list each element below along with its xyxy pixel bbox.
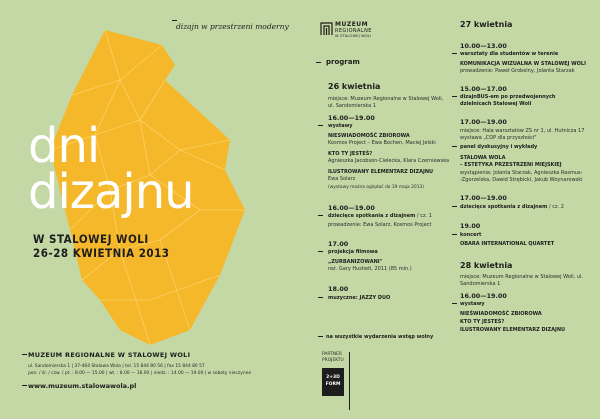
program-label: program	[326, 58, 360, 66]
day-3-place: miejsce: Muzeum Regionalne w Stalowej Woli, ul. Sandomierska 1	[460, 274, 583, 287]
day-1-time-3: 17.00	[328, 240, 349, 248]
day-2-panel-title-a: STALOWA WOLA	[460, 155, 506, 161]
partner-label-b: PROJEKTU	[322, 358, 344, 363]
day-1-kind-2-by: prowadzenie: Ewa Solarz, Kosmos Project	[328, 222, 432, 228]
day-1-exhibit-3-by: Ewa Solarz	[328, 176, 356, 182]
title-line-2: dizajnu	[28, 164, 194, 220]
partner-logo	[322, 368, 344, 396]
partner-label-a: PARTNER	[322, 352, 342, 357]
day-1-exhibit-1-by: Kosmos Project – Ewa Bochen, Maciej Jelski	[328, 140, 436, 146]
day-3-exhibit-1: NIEŚWIADOMOŚĆ ZBIOROWA	[460, 311, 542, 317]
tagline: dizajn w przestrzeni moderny	[176, 22, 289, 31]
day-1-exhibit-2-by: Agnieszka Jacobson-Cielecka, Klara Czerniewska	[328, 158, 450, 164]
day-1-exhibit-note: (wystawy można oglądać do 19 maja 2013)	[328, 185, 425, 190]
day-1-exhibit-3: ILUSTROWANY ELEMENTARZ DIZAJNU	[328, 169, 434, 175]
day-2-time-4: 17.00—19.00	[460, 194, 507, 202]
day-1-kind-1: wystawy	[328, 123, 353, 129]
museum-name: MUZEUM REGIONALNE W STALOWEJ WOLI	[28, 351, 191, 359]
day-1-exhibit-2: KTO TY JESTEŚ?	[328, 151, 373, 157]
day-2-time-5: 19.00	[460, 222, 481, 230]
day-1-kind-2-label: dziecięce spotkania z dizajnem	[328, 213, 416, 219]
day-1-kind-2-part: / cz. 1	[415, 213, 432, 219]
day-2-title: 27 kwietnia	[460, 20, 513, 29]
day-1-kind-4: muzyczne: JAZZY DUO	[328, 295, 391, 301]
day-3-time-1: 16.00—19.00	[460, 292, 507, 300]
day-2-kind-1: warsztaty dla studentów w terenie	[460, 51, 559, 57]
day-2-place-a: miejsce: Hala warsztatów ZS nr 1, ul. Hutnicza 17	[460, 128, 585, 134]
day-2-kind-4	[460, 204, 564, 211]
logo-line-2: REGIONALNE	[335, 28, 372, 34]
day-3-title: 28 kwietnia	[460, 261, 513, 270]
day-2-kind-5: koncert	[460, 232, 482, 238]
day-2-concert: OBARA INTERNATIONAL QUARTET	[460, 241, 555, 247]
day-3-exhibit-2: KTO TY JESTEŚ?	[460, 319, 505, 325]
partner-logo-bottom: FORM	[325, 382, 341, 387]
day-1-film-by: reż. Gary Hustwit, 2011 (85 min.)	[328, 266, 412, 272]
museum-logo-icon	[320, 22, 333, 36]
day-1-place: miejsce: Muzeum Regionalne w Stalowej Woli, ul. Sandomierska 1	[328, 96, 444, 109]
address-line-2: pon. / śr. / czw. / pt. : 8.00 — 15.00 | wt. : 8.00 — 18.00 | niedz. : 14.00 — 19.00 | w soboty nieczynne	[28, 371, 252, 376]
day-1-kind-3: projekcja filmowa	[328, 249, 378, 255]
day-2-time-2: 15.00—17.00	[460, 85, 507, 93]
day-1-time-2: 16.00—19.00	[328, 204, 375, 212]
day-2-kind-2b: dzielnicach Stalowej Woli	[460, 101, 532, 107]
day-2-workshop-by: prowadzenie: Paweł Grobelny, Jolanta Starzak	[460, 68, 575, 74]
day-2-panel-by-b: -Zgorzelska, Dawid Strębicki, Jakub Woynarowski	[460, 177, 583, 183]
day-3-kind-1: wystawy	[460, 301, 485, 307]
day-1-title: 26 kwietnia	[328, 82, 381, 91]
day-2-kind-4-label: dziecięce spotkania z dizajnem	[460, 204, 548, 210]
day-2-place-b: wystawa „COP dla przyszłości"	[460, 135, 537, 141]
day-1-film-title: „ZURBANIZOWANI"	[328, 259, 383, 265]
day-2-workshop-title: KOMUNIKACJA WIZUALNA W STALOWEJ WOLI	[460, 61, 586, 67]
day-2-panel-by-a: wystąpienia: Jolanta Starzak, Agnieszka Rasmus-	[460, 170, 583, 176]
date-line: 26-28 KWIETNIA 2013	[33, 246, 170, 260]
partner-logo-top: 2+3D	[326, 375, 340, 380]
logo-line-1: MUZEUM	[335, 21, 369, 28]
day-2-time-3: 17.00—19.00	[460, 118, 507, 126]
address-line-1: ul. Sandomierska 1 | 37-464 Stalowa Wola | tel. 15 844 80 56 | fax 15 844 80 57	[28, 364, 205, 369]
day-2-kind-4-part: / cz. 2	[547, 204, 564, 210]
day-2-panel: panel dyskusyjny i wykłady	[460, 144, 538, 150]
venue-line: W STALOWEJ WOLI	[33, 232, 149, 246]
day-2-panel-title-b: – ESTETYKA PRZESTRZENI MIEJSKIEJ	[460, 162, 562, 168]
day-2-time-1: 10.00—13.00	[460, 42, 507, 50]
day-1-time-1: 16.00—19.00	[328, 114, 375, 122]
logo-line-3: W STALOWEJ WOLI	[335, 34, 372, 38]
day-1-exhibit-1: NIESWIADOMOŚĆ ZBIOROWA	[328, 133, 410, 139]
free-entry-note: na wszystkie wydarzenia wstęp wolny	[326, 334, 434, 340]
day-1-time-4: 18.00	[328, 285, 349, 293]
day-2-kind-2a: dizajnBUS-em po przedwojennych	[460, 94, 556, 100]
day-3-exhibit-3: ILUSTROWANY ELEMENTARZ DIZAJNU	[460, 327, 566, 333]
day-1-kind-2	[328, 213, 432, 220]
website-link[interactable]: www.muzeum.stalowawola.pl	[28, 382, 137, 390]
title-line-1: dni	[28, 118, 100, 174]
